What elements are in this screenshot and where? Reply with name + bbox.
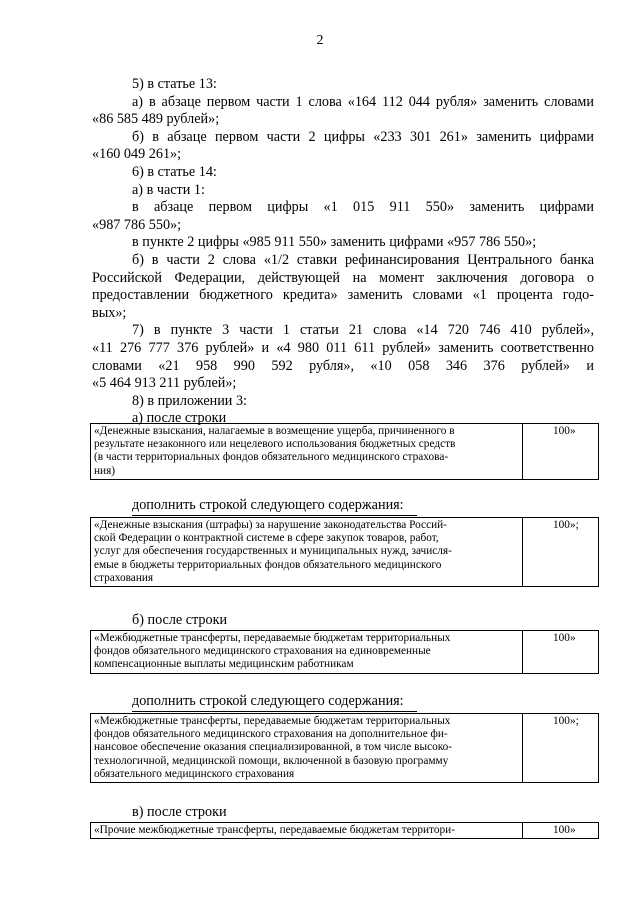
table-line: (в части территориальных фондов обязательного медицинского страхова- xyxy=(94,451,449,464)
heading-underline xyxy=(132,711,417,712)
paragraph-line: 5) в статье 13: xyxy=(132,76,217,92)
table-line: компенсационные выплаты медицинским работникам xyxy=(94,658,354,671)
heading-underline xyxy=(132,515,417,516)
table-line: услуг для обеспечения государственных и муниципальных нужд, зачисля- xyxy=(94,545,452,558)
table-value-cell: 100»; xyxy=(553,715,579,727)
table-line: «Денежные взыскания, налагаемые в возмещение ущерба, причиненного в xyxy=(94,425,455,437)
paragraph-line: Российской Федерации, действующей на момент заключения договора о xyxy=(92,269,594,286)
page-number: 2 xyxy=(316,33,324,48)
table-description-cell xyxy=(91,631,523,673)
table-line: «Денежные взыскания (штрафы) за нарушение законодательства Россий- xyxy=(94,519,447,531)
table-description-cell xyxy=(91,823,523,838)
paragraph-line: б) в части 2 слова «1/2 ставки рефинансирования Центрального банка xyxy=(132,251,594,268)
table-line: «Межбюджетные трансферты, передаваемые бюджетам территориальных xyxy=(94,715,451,727)
paragraph-line: в абзаце первом цифры «1 015 911 550» заменить цифрами xyxy=(132,199,594,216)
table-description-cell xyxy=(91,424,523,479)
paragraph-line: 7) в пункте 3 части 1 статьи 21 слова «14 720 746 410 рублей», xyxy=(132,322,594,339)
budget-row-table xyxy=(90,423,599,480)
paragraph-line: «5 464 913 211 рублей»; xyxy=(92,375,237,392)
paragraph-line: 8) в приложении 3: xyxy=(132,392,247,409)
paragraph-line: «987 786 550»; xyxy=(92,216,182,233)
paragraph-line: а) в части 1: xyxy=(132,181,205,198)
table-line: нансовое обеспечение оказания специализированной, в том числе высоко- xyxy=(94,741,453,754)
table-value-cell: 100» xyxy=(553,824,576,836)
paragraph-line: словами «21 958 990 592 рубля», «10 058 346 376 рублей» и xyxy=(92,357,594,374)
paragraph-line: а) в абзаце первом части 1 слова «164 112 044 рубля» заменить словами xyxy=(132,93,594,110)
paragraph-line: б) в абзаце первом части 2 цифры «233 301 261» заменить цифрами xyxy=(132,128,594,145)
table-line: обязательного медицинского страхования xyxy=(94,767,295,780)
budget-row-table xyxy=(90,517,599,587)
table-line: ния) xyxy=(94,464,116,477)
table-description-cell xyxy=(91,518,523,586)
table-line: «Межбюджетные трансферты, передаваемые бюджетам территориальных xyxy=(94,632,451,644)
section-heading: б) после строки xyxy=(132,612,228,628)
table-description-cell xyxy=(91,714,523,782)
paragraph-line: «11 276 777 376 рублей» и «4 980 011 611 рублей» заменить соответственно xyxy=(92,339,594,356)
amendments-text xyxy=(92,76,594,428)
budget-row-table xyxy=(90,630,599,674)
budget-row-table xyxy=(90,822,599,839)
table-line: фондов обязательного медицинского страхования на единовременные xyxy=(94,645,431,658)
table-line: результате незаконного или нецелевого использования бюджетных средств xyxy=(94,438,456,451)
table-line: фондов обязательного медицинского страхования на дополнительное фи- xyxy=(94,728,448,741)
budget-row-table xyxy=(90,713,599,783)
paragraph-line: в пункте 2 цифры «985 911 550» заменить цифрами «957 786 550»; xyxy=(132,234,537,251)
paragraph-line: 6) в статье 14: xyxy=(132,163,217,180)
table-line: ской Федерации о контрактной системе в сфере закупок товаров, работ, xyxy=(94,532,439,545)
section-heading: в) после строки xyxy=(132,804,227,820)
table-line: «Прочие межбюджетные трансферты, передаваемые бюджетам территори- xyxy=(94,824,455,836)
table-line: емые в бюджеты территориальных фондов обязательного медицинского xyxy=(94,558,442,571)
table-value-cell: 100» xyxy=(553,425,576,437)
section-heading: дополнить строкой следующего содержания: xyxy=(132,693,404,709)
paragraph-line: вых»; xyxy=(92,304,127,321)
paragraph-line: а) после строки xyxy=(132,410,227,427)
paragraph-line: «160 049 261»; xyxy=(92,146,182,163)
paragraph-line: «86 585 489 рублей»; xyxy=(92,111,220,128)
table-value-cell: 100»; xyxy=(553,519,579,531)
table-line: страхования xyxy=(94,571,154,584)
paragraph-line: предоставлении бюджетного кредита» заменить словами «1 процента годо- xyxy=(92,287,594,304)
table-value-cell: 100» xyxy=(553,632,576,644)
table-line: технологичной, медицинской помощи, включенной в базовую программу xyxy=(94,754,449,767)
section-heading: дополнить строкой следующего содержания: xyxy=(132,497,404,513)
